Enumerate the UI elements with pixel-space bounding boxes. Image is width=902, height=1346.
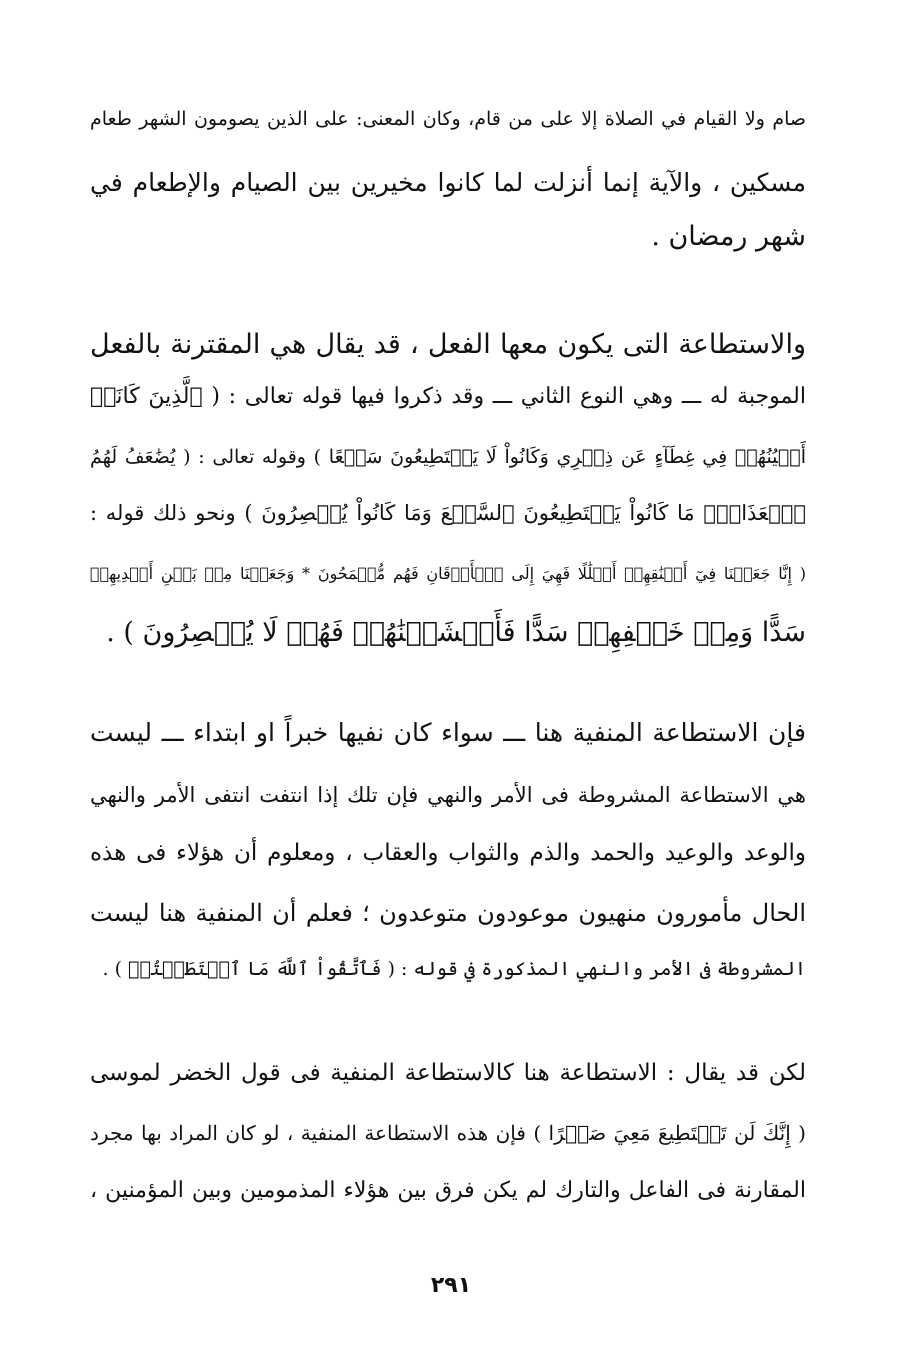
text-line: هي الاستطاعة المشروطة فى الأمر والنهي فإن تلك إذا انتفت انتفى الأمر والنهي <box>90 783 806 807</box>
quran-verse-line: أَعۡيُنُهُمۡ فِي غِطَآءٍ عَن ذِكۡرِي وَكَانُواْ لَا يَسۡتَطِيعُونَ سَمۡعًا ) وقوله تعالى : ( يُضَٰعَفُ لَهُمُ <box>90 446 806 468</box>
text-line: مسكين ، والآية إنما أنزلت لما كانوا مخيرين بين الصيام والإطعام في <box>90 168 806 197</box>
text-line: الحال مأمورون منهيون موعودون متوعدون ؛ فعلم أن المنفية هنا ليست <box>90 899 806 927</box>
text-line: شهر رمضان . <box>651 221 806 252</box>
text-line: الموجبة له ـــ وهي النوع الثاني ـــ وقد ذكروا فيها قوله تعالى : ( ٱلَّذِينَ كَانَتۡ <box>90 384 806 409</box>
quran-verse-line: ٱلۡعَذَابُۚ مَا كَانُواْ يَسۡتَطِيعُونَ ٱلسَّمۡعَ وَمَا كَانُواْ يُبۡصِرُونَ ) ونحو ذلك قوله : <box>90 501 806 525</box>
text-line: والاستطاعة التى يكون معها الفعل ، قد يقال هي المقترنة بالفعل <box>90 329 806 360</box>
text-line: المشروطة فى الأمر والنهي المذكورة في قوله : ( فَٱتَّقُواْ ٱللَّهَ مَا ٱسۡتَطَعۡتُمۡ ) . <box>102 958 806 980</box>
text-line: المقارنة فى الفاعل والتارك لم يكن فرق بين هؤلاء المذمومين وبين المؤمنين ، <box>90 1178 806 1203</box>
text-line: والوعد والوعيد والحمد والذم والثواب والعقاب ، ومعلوم أن هؤلاء فى هذه <box>90 840 806 866</box>
quran-verse-line: ( إِنَّا جَعَلۡنَا فِيٓ أَعۡنَٰقِهِمۡ أَغۡلَٰلًا فَهِيَ إِلَى ٱلۡأَذۡقَانِ فَهُم مُّقۡمَحُونَ * وَجَعَلۡنَا مِنۢ بَيۡنِ أَيۡدِيهِمۡ <box>90 564 806 583</box>
text-line: ( إِنَّكَ لَن تَسۡتَطِيعَ مَعِيَ صَبۡرًا ) فإن هذه الاستطاعة المنفية ، لو كان المراد بها مجرد <box>90 1121 806 1145</box>
text-line: لكن قد يقال : الاستطاعة هنا كالاستطاعة المنفية فى قول الخضر لموسى <box>90 1060 806 1086</box>
page-number: ٢٩١ <box>430 1273 472 1298</box>
quran-verse-line: سَدًّا وَمِنۡ خَلۡفِهِمۡ سَدًّا فَأَغۡشَيۡنَٰهُمۡ فَهُمۡ لَا يُبۡصِرُونَ ) . <box>106 617 806 648</box>
text-line: فإن الاستطاعة المنفية هنا ـــ سواء كان نفيها خبراً او ابتداء ـــ ليست <box>90 718 806 747</box>
text-line: صام ولا القيام في الصلاة إلا على من قام، وكان المعنى: على الذين يصومون الشهر طعام <box>90 108 806 130</box>
